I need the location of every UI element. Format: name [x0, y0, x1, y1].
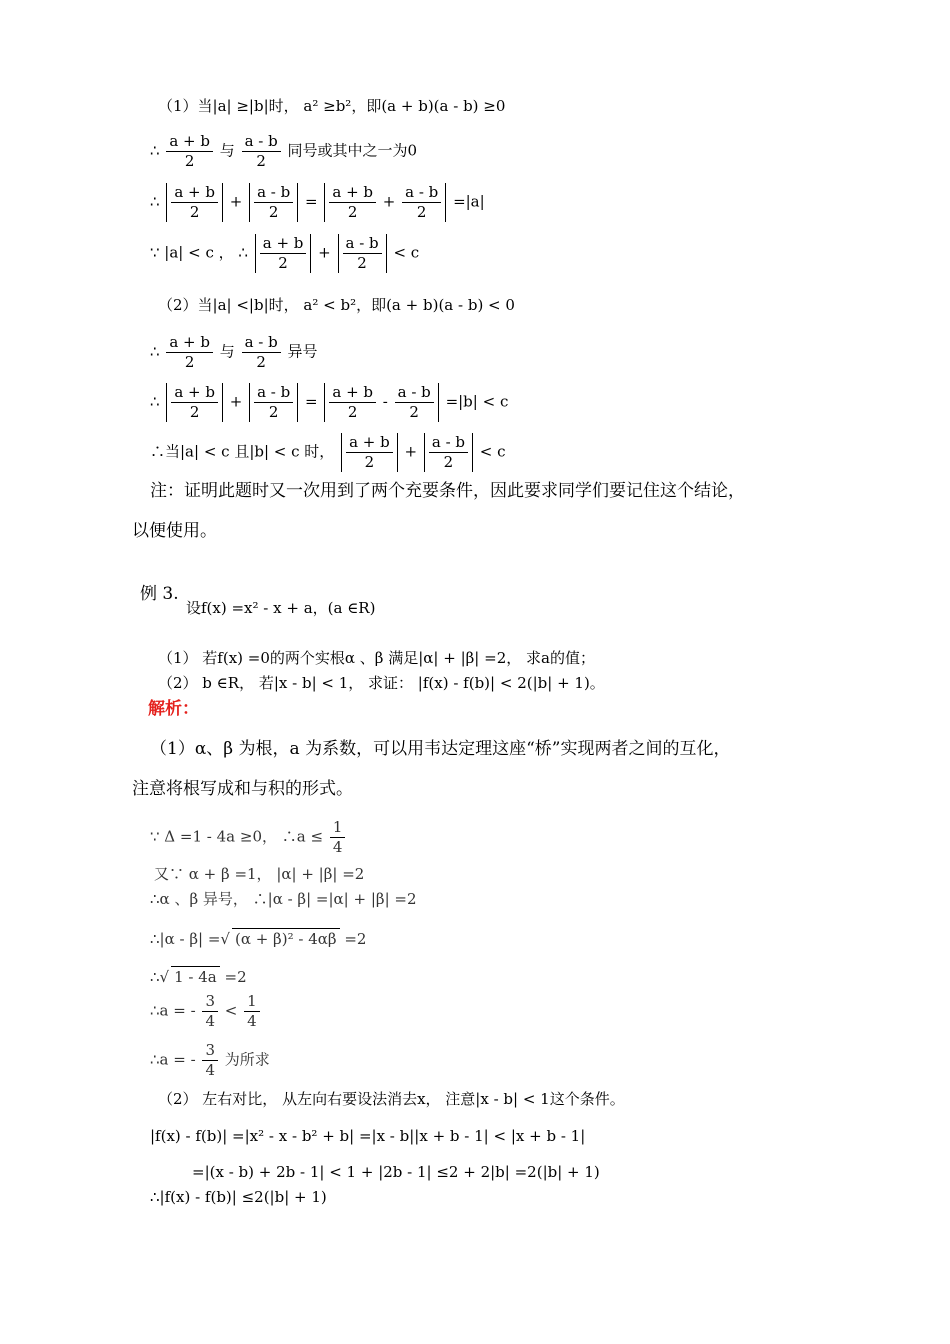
question-2: （2） b ∈R， 若|x - b| < 1， 求证： |f(x) - f(b)| < 2(|b| + 1)。	[158, 674, 605, 692]
case2-opposite-sign: ∴ $\frac{a + b}{2}$ 与 $\frac{a - b}{2}$ 异号	[150, 333, 318, 371]
solution-part-2-intro: （2） 左右对比， 从左向右要设法消去x， 注意|x - b| < 1这个条件。	[158, 1090, 625, 1108]
case1-same-sign: ∴ $\frac{a + b}{2}$ 与 $\frac{a - b}{2}$ 同号或其中之一为0	[150, 132, 418, 170]
solution-step-2: 又∵ α + β =1， |α| + |β| =2	[154, 865, 365, 883]
case1-conclusion: ∵ |a| < c ， ∴ $\frac{a + b}{2}$ + $\frac{a - b}{2}$ < c	[150, 234, 420, 272]
solution-eq-1: |f(x) - f(b)| =|x² - x - b² + b| =|x - b||x + b - 1| < |x + b - 1|	[150, 1127, 586, 1145]
case2-condition: （2）当|a| <|b|时， a² < b²，即(a + b)(a - b) < 0	[158, 296, 515, 314]
fraction-a-minus-b: $\frac{a - b}{2}$	[242, 132, 281, 171]
case1-condition: （1）当|a| ≥|b|时， a² ≥b²，即(a + b)(a - b) ≥0	[158, 97, 506, 115]
solution-step-6: ∴a = - $\frac{3}{4}$ < $\frac{1}{4}$	[150, 992, 262, 1031]
case2-abs-sum: ∴ $\frac{a + b}{2}$ + $\frac{a - b}{2}$ = $\frac{a + b}{2}$ - $\frac{a - b}{2}$ =|b| < c	[150, 383, 509, 421]
solution-step-4: ∴|α - β| =√ (α + β)² - 4αβ =2	[150, 930, 367, 948]
solution-step-5: ∴√ 1 - 4a =2	[150, 968, 247, 986]
note-line-2: 以便使用。	[132, 521, 217, 541]
fraction-a-plus-b: $\frac{a + b}{2}$	[166, 132, 213, 171]
note-line-1: 注：证明此题时又一次用到了两个充要条件，因此要求同学们要记住这个结论，	[150, 481, 745, 501]
analysis-para-line-2: 注意将根写成和与积的形式。	[132, 779, 353, 799]
solution-eq-2: =|(x - b) + 2b - 1| < 1 + |2b - 1| ≤2 + 2|b| =2(|b| + 1)	[192, 1163, 600, 1181]
solution-step-7: ∴a = - $\frac{3}{4}$ 为所求	[150, 1041, 270, 1079]
example-definition: 设f(x) =x² - x + a，(a ∈R)	[186, 599, 376, 617]
question-1: （1） 若f(x) =0的两个实根α 、β 满足|α| + |β| =2， 求a的值；	[158, 649, 595, 667]
case-final-conclusion: ∴当|a| < c 且|b| < c 时， $\frac{a + b}{2}$ + $\frac{a - b}{2}$ < c	[150, 433, 506, 471]
analysis-para-line-1: （1）α、β 为根，a 为系数，可以用韦达定理这座“桥”实现两者之间的互化，	[150, 739, 731, 759]
solution-step-1: ∵ Δ =1 - 4a ≥0， ∴a ≤ $\frac{1}{4}$	[150, 818, 347, 857]
example-label: 例 3.	[140, 584, 179, 604]
analysis-label: 解析：	[148, 699, 199, 719]
case1-abs-sum: ∴ $\frac{a + b}{2}$ + $\frac{a - b}{2}$ = $\frac{a + b}{2}$ + $\frac{a - b}{2}$ =|a|	[150, 183, 485, 221]
solution-eq-3: ∴|f(x) - f(b)| ≤2(|b| + 1)	[150, 1188, 327, 1206]
solution-step-3: ∴α 、β 异号， ∴|α - β| =|α| + |β| =2	[150, 890, 417, 908]
